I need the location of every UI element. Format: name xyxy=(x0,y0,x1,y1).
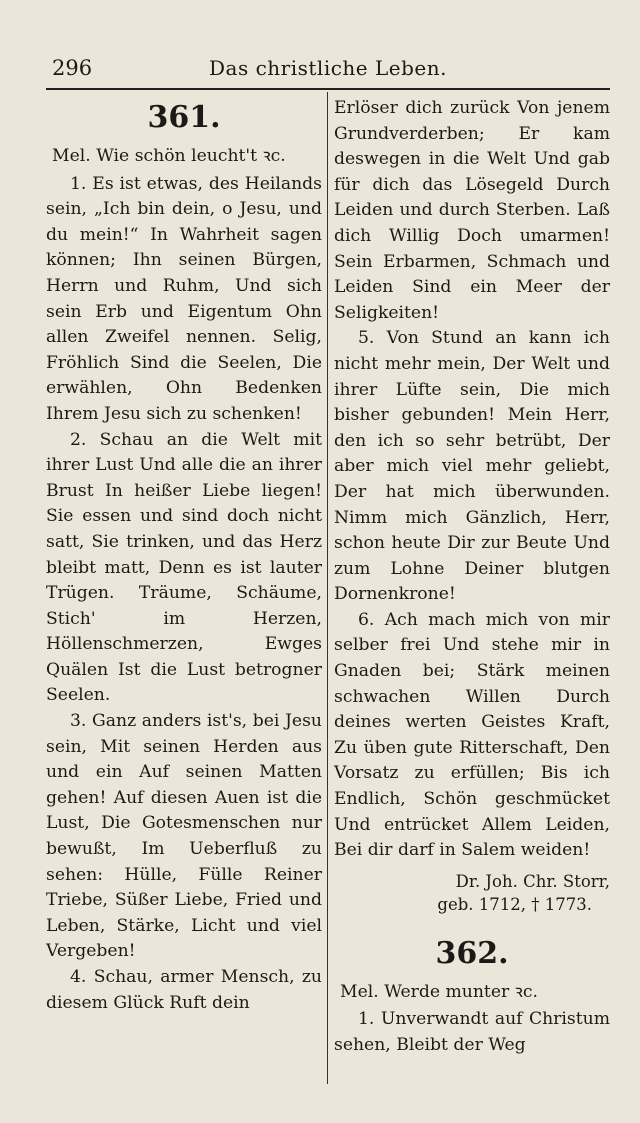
header-rule xyxy=(46,88,610,90)
page-number: 296 xyxy=(52,56,93,80)
left-column xyxy=(46,96,322,1016)
hymn-361-number: 361. xyxy=(147,100,221,135)
header-title: Das christliche Leben. xyxy=(209,56,447,80)
hymn-361-verse-1: 1. Es ist etwas, des Heilands sein, „Ich bin dein, o Jesu, und du mein!“ In Wahrheit sagen können; Ihn seinen Bürgen, Herrn und Ruhm, Und sich sein Erb und Eigentum Ohn allen Zweifel nennen. Selig, Fröhlich Sind die Seelen, Die erwählen, Ohn Bedenken Ihrem Jesu sich zu schenken! xyxy=(46,173,322,424)
hymn-361-melody: Mel. Wie schön leucht't ꝛc. xyxy=(52,146,286,166)
hymn-362-verse-1-start: 1. Unverwandt auf Christum sehen, Bleibt der Weg xyxy=(334,1009,610,1055)
hymn-361-verse-4-start: 4. Schau, armer Mensch, zu diesem Glück Ruft dein xyxy=(46,967,322,1013)
hymn-361-author xyxy=(334,870,610,916)
hymn-361-verse-6: 6. Ach mach mich von mir selber frei Und stehe mir in Gnaden bei; Stärk meinen schwachen Willen Durch deines werten Geistes Kraft, Zu üben gute Ritterschaft, Den Vorsatz zu erfüllen; Bis ich Endlich, Schön geschmücket Und entrücket Allem Leiden, Bei dir darf in Salem weiden! xyxy=(334,609,610,861)
hymn-361-verse-4-continuation: Erlöser dich zurück Von jenem Grundverderben; Er kam deswegen in die Welt Und gab für dich das Lösegeld Durch Leiden und durch Sterben. Laß dich Willig Doch umarmen! Sein Erbarmen, Schmach und Leiden Sind ein Meer der Seligkeiten! xyxy=(334,98,610,323)
hymn-362-melody: Mel. Werde munter ꝛc. xyxy=(340,981,538,1002)
author-dates: geb. 1712, † 1773. xyxy=(437,894,592,914)
hymn-362-number: 362. xyxy=(435,935,509,971)
right-column xyxy=(334,96,610,1059)
running-head xyxy=(46,56,610,86)
hymn-361-verse-5: 5. Von Stund an kann ich nicht mehr mein, Der Welt und ihrer Lüfte sein, Die mich bisher gebunden! Mein Herr, den ich so sehr betrübt, Der aber mich viel mehr geliebt, Der hat mich überwunden. Nimm mich Gänzlich, Herr, schon heute Dir zur Beute Und zum Lohne Deiner blutgen Dornenkrone! xyxy=(334,328,610,605)
column-divider xyxy=(327,92,328,1084)
hymn-361-verse-2: 2. Schau an die Welt mit ihrer Lust Und alle die an ihrer Brust In heißer Liebe liegen! Sie essen und sind doch nicht satt, Sie trinken, und das Herz bleibt matt, Denn es ist lauter Trügen. Träume, Schäume, Stich' im Herzen, Höllenschmerzen, Ewges Quälen Ist die Lust betrogner Seelen. xyxy=(46,429,322,706)
hymn-361-verse-3: 3. Ganz anders ist's, bei Jesu sein, Mit seinen Herden aus und ein Auf seinen Matten gehen! Auf diesen Auen ist die Lust, Die Gotesmenschen nur bewußt, Im Ueberfluß zu sehen: Hülle, Fülle Reiner Triebe, Süßer Liebe, Fried und Leben, Stärke, Licht und viel Vergeben! xyxy=(46,711,322,962)
author-name: Dr. Joh. Chr. Storr, xyxy=(455,871,610,891)
